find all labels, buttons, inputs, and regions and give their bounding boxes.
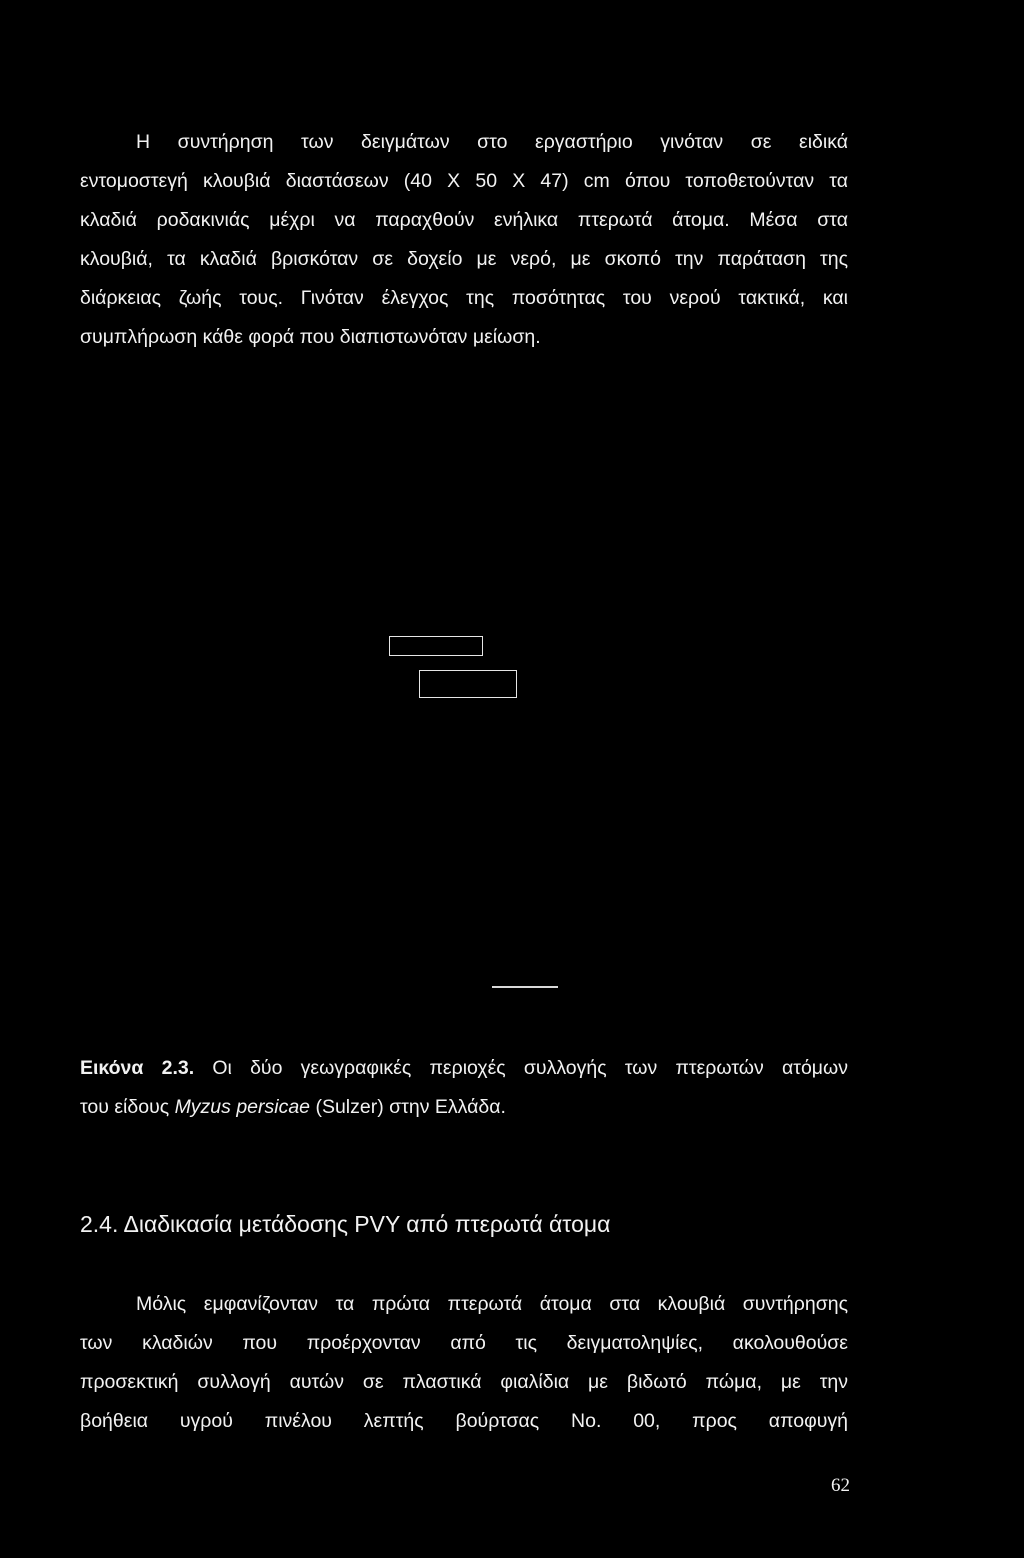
species-name: Myzus persicae [174, 1096, 311, 1118]
caption-text: (Sulzer) στην Ελλάδα. [310, 1096, 506, 1118]
caption-line-1 [80, 1049, 848, 1088]
map-region-box [419, 670, 517, 698]
figure-caption [80, 1049, 848, 1127]
body-paragraph-2 [80, 1285, 848, 1441]
paragraph-line: συμπλήρωση κάθε φορά που διαπιστωνόταν μείωση. [80, 326, 541, 348]
map-region-box [389, 636, 483, 656]
paragraph-line: Μόλις εμφανίζονταν τα πρώτα πτερωτά άτομα στα κλουβιά συντήρησης [136, 1293, 848, 1315]
paragraph-line: διάρκειας ζωής τους. Γινόταν έλεγχος της ποσότητας του νερού τακτικά, και [80, 287, 848, 309]
caption-text: του είδους [80, 1096, 175, 1118]
paragraph-line: βοήθεια υγρού πινέλου λεπτής βούρτσας No. 00, προς αποφυγή [80, 1410, 848, 1432]
paragraph-line: κλαδιά ροδακινιάς μέχρι να παραχθούν ενήλικα πτερωτά άτομα. Μέσα στα [80, 209, 848, 231]
paragraph-line: των κλαδιών που προέρχονταν από τις δειγματοληψίες, ακολουθούσε [80, 1332, 848, 1354]
caption-label: Εικόνα 2.3. [80, 1057, 195, 1079]
paragraph-line: προσεκτική συλλογή αυτών σε πλαστικά φιαλίδια με βιδωτό πώμα, με την [80, 1371, 848, 1393]
paragraph-line: κλουβιά, τα κλαδιά βρισκόταν σε δοχείο με νερό, με σκοπό την παράταση της [80, 248, 848, 270]
section-heading: 2.4. Διαδικασία μετάδοσης PVY από πτερωτά άτομα [80, 1211, 611, 1237]
figure-map-image [0, 600, 1024, 1020]
page-number: 62 [831, 1475, 850, 1496]
caption-text: Οι δύο γεωγραφικές περιοχές συλλογής των πτερωτών ατόμων [194, 1057, 848, 1079]
caption-line-2 [80, 1088, 848, 1127]
map-scale-bar [492, 986, 558, 988]
paragraph-line: Η συντήρηση των δειγμάτων στο εργαστήριο γινόταν σε ειδικά [136, 131, 848, 153]
body-paragraph-1 [80, 123, 848, 357]
paragraph-line: εντομοστεγή κλουβιά διαστάσεων (40 X 50 X 47) cm όπου τοποθετούνταν τα [80, 170, 848, 192]
